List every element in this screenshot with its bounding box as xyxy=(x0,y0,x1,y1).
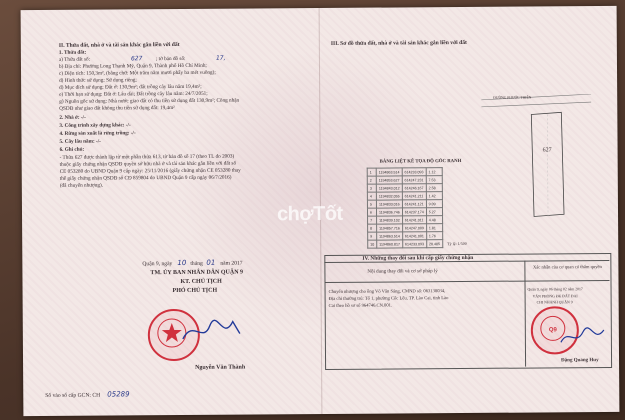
map-sheet-label: ; tờ bản đồ số: xyxy=(155,55,186,63)
coord-cell: 1194860.817 xyxy=(377,240,403,248)
coord-cell: 2 xyxy=(367,176,376,184)
coord-cell: 3 xyxy=(367,184,376,192)
plot-number: 627 xyxy=(130,55,143,63)
coord-cell: 1.42 xyxy=(426,192,442,200)
area: c) Diện tích: 150,3m², (bằng chữ: Một trăm năm mươi phẩy ba mét vuông); xyxy=(59,69,216,77)
coord-cell: 7 xyxy=(368,216,377,224)
coord-cell: 4.48 xyxy=(426,216,442,224)
registry-number: 05289 xyxy=(107,390,130,399)
coord-cell: 1194863.514 xyxy=(376,168,402,176)
plot-number-label: a) Thửa đất số: xyxy=(58,56,91,63)
col-confirm-header: Xác nhận của cơ quan có thẩm quyền xyxy=(532,264,602,270)
coord-cell: 20.485 xyxy=(426,240,442,248)
land-certificate-page xyxy=(21,6,620,416)
coord-cell: 1.81 xyxy=(426,224,442,232)
issue-month: 01 xyxy=(206,258,216,267)
usage-origin-line1: g) Nguồn gốc sử dụng: Nhà nước giao đất có thu tiền sử dụng đất 130,9m²; Công nhận xyxy=(59,97,240,105)
coord-cell: 10 xyxy=(368,240,377,248)
usage-purpose: đ) Mục đích sử dụng: Đất ở: 130,9m²; đất trồng cây lâu năm 19,4m²; xyxy=(59,83,202,91)
road-name: ĐƯỜNG PHƯỚC THIỆN xyxy=(493,95,532,100)
coord-cell: 614247.009 xyxy=(402,224,426,232)
item2-house: 2. Nhà ở: -/- xyxy=(59,114,86,121)
coordinate-table xyxy=(367,167,443,249)
coord-cell: 9.09 xyxy=(426,200,442,208)
confirm-date: Quận 9, ngày 06 tháng 02 năm 2017 xyxy=(527,287,583,292)
issuer-line2: KT. CHỦ TỊCH xyxy=(180,278,222,285)
coord-cell: 1194836.746 xyxy=(376,208,402,216)
coord-cell: 1194857.716 xyxy=(377,224,403,232)
note-line: thế giấy chứng nhận QSDĐ số CĐ 859804 do UBND Quận 9 cấp ngày 06/7/2016) xyxy=(59,174,232,182)
coord-cell: 1194833.016 xyxy=(376,200,402,208)
coord-cell: 614241.001 xyxy=(402,232,426,240)
note-line: thuộc giấy chứng nhận QSDĐ quyền sở hữu nhà ở và tài sản khác gắn liền với đất số xyxy=(59,160,237,168)
issuer-line1: TM. ỦY BAN NHÂN DÂN QUẬN 9 xyxy=(150,269,244,277)
section-iii-title: III. Sơ đồ thửa đất, nhà ở và tài sản khác gắn liền với đất xyxy=(330,39,467,47)
registry-label: Số vào sổ cấp GCN: CH xyxy=(45,392,101,399)
note-line: CE 053280 do UBND Quận 9 cấp ngày: 25/11/2016 (giấy chứng nhận CE 053280 thay xyxy=(59,167,241,175)
coord-cell: 4 xyxy=(367,192,376,200)
note-line: - Thửa 627 được thành lập từ một phần thửa 613, tờ bản đồ số 17 (theo TL đo 2003) xyxy=(59,153,235,161)
issue-month-label: tháng xyxy=(190,260,203,267)
coord-cell: 1194843.012 xyxy=(376,184,402,192)
signer-name: Nguyễn Văn Thành xyxy=(195,364,246,371)
plot-map-sketch xyxy=(481,94,592,235)
coord-row xyxy=(368,240,443,249)
coord-cell: 1194839.102 xyxy=(377,216,403,224)
issue-day: 10 xyxy=(177,258,187,267)
item6-notes: 6. Ghi chú: xyxy=(59,146,85,153)
change-line: Chuyển nhượng cho ông Võ Văn Sáng, CMND số: 063130034, xyxy=(328,288,446,294)
coord-cell: 614241.211 xyxy=(402,192,426,200)
coord-cell: 7.53 xyxy=(426,176,442,184)
change-line: Cai theo hồ sơ số 964746.CN.001. xyxy=(328,302,393,308)
coord-cell: 1.12 xyxy=(426,168,442,176)
item1-label: 1. Thửa đất: xyxy=(58,49,87,56)
coord-cell: 614233.093 xyxy=(402,168,426,176)
map-sheet-number: 17, xyxy=(215,54,226,62)
coord-cell: 6 xyxy=(367,208,376,216)
confirm-org-1: VĂN PHÒNG ĐK ĐẤT ĐAI xyxy=(532,294,578,299)
coord-cell: 1 xyxy=(367,168,376,176)
col-content-header: Nội dung thay đổi và cơ sở pháp lý xyxy=(367,269,438,275)
note-line: (đã chuyển nhượng). xyxy=(59,182,103,189)
svg-text:Q9: Q9 xyxy=(548,327,557,334)
section-ii-title: II. Thửa đất, nhà ở và tài sản khác gắn liền với đất xyxy=(58,41,180,49)
signature-right xyxy=(558,324,608,349)
coord-cell: 614241.011 xyxy=(402,216,426,224)
coord-cell: 5.27 xyxy=(426,208,442,216)
signature-left xyxy=(178,314,248,349)
change-line: Địa chỉ thường trú: Tổ 1, phường Cốc Lếu, TP. Lào Cai, tỉnh Lào xyxy=(328,295,449,301)
coord-cell: 1.76 xyxy=(426,232,442,240)
scale-label: Tỷ lệ: 1/500 xyxy=(447,240,467,247)
chotot-watermark: chợTốt xyxy=(276,202,343,226)
item5-perennial: 5. Cây lâu năm: -/- xyxy=(59,138,101,145)
confirm-org-2: CHI NHÁNH QUẬN 9 xyxy=(536,300,573,305)
map-plot-label: 627 xyxy=(542,147,552,154)
item4-forest: 4. Rừng sản xuất là rừng trồng: -/- xyxy=(59,130,136,137)
coord-cell: 2.58 xyxy=(426,184,442,192)
usage-origin-line2: QSDĐ như giao đất không thu tiền sử dụng đất: 19,4m² xyxy=(59,105,175,112)
coord-cell: 1194863.514 xyxy=(377,232,403,240)
section-iv-title: IV. Những thay đổi sau khi cấp giấy chứng nhận xyxy=(362,254,474,262)
coord-cell: 614241.121 xyxy=(402,200,426,208)
coord-cell: 8 xyxy=(368,224,377,232)
coord-cell: 614237.174 xyxy=(402,208,426,216)
address: b) Địa chỉ: Phường Long Thạnh Mỹ, Quận 9, Thành phố Hồ Chí Minh; xyxy=(58,62,207,70)
item3-construction: 3. Công trình xây dựng khác: -/- xyxy=(59,122,131,129)
usage-form: d) Hình thức sử dụng: Sử dụng riêng; xyxy=(59,77,137,84)
coord-cell: 1194832.055 xyxy=(376,192,402,200)
coord-cell: 9 xyxy=(368,232,377,240)
coord-cell: 614247.231 xyxy=(402,176,426,184)
issue-year: năm 2017 xyxy=(220,260,243,267)
coord-cell: 614233.093 xyxy=(402,240,426,248)
coord-cell: 1194853.627 xyxy=(376,176,402,184)
coord-cell: 5 xyxy=(367,200,376,208)
coord-cell: 614246.167 xyxy=(402,184,426,192)
usage-term: e) Thời hạn sử dụng: Đất ở: Lâu dài; Đất trồng cây lâu năm: 24/7/2051; xyxy=(59,90,208,98)
issue-date-prefix: Quận 9, ngày xyxy=(142,261,173,268)
coord-table-title: BẢNG LIỆT KÊ TỌA ĐỘ GÓC RANH xyxy=(379,159,462,165)
issuer-line3: PHÓ CHỦ TỊCH xyxy=(172,287,218,295)
confirm-signer: Đặng Quang Huy xyxy=(561,358,599,364)
